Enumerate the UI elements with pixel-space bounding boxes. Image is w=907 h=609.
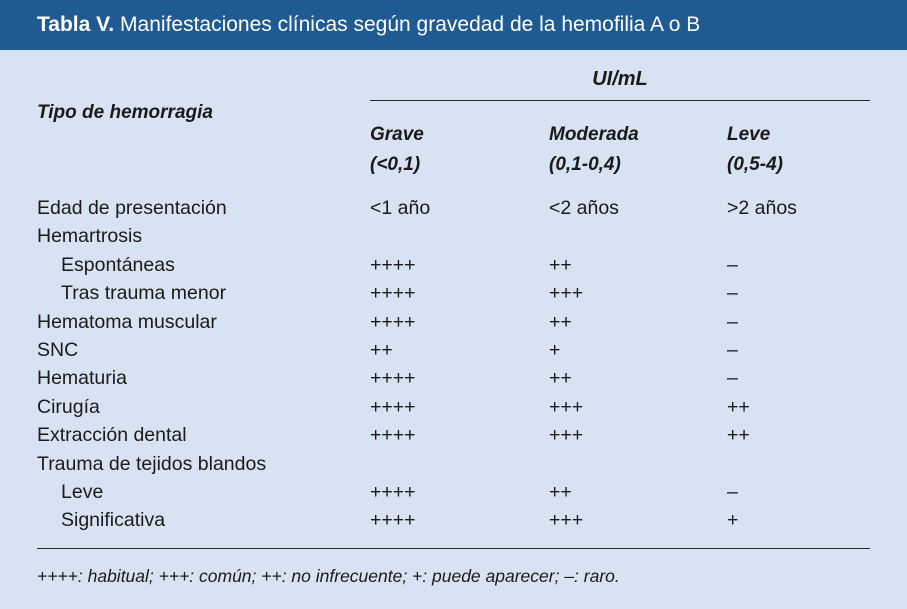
- cell-grave: ++: [370, 338, 393, 361]
- cell-grave: ++++: [370, 480, 416, 503]
- row-label: Cirugía: [37, 395, 100, 418]
- severity-range: (0,1-0,4): [549, 154, 621, 175]
- units-header: UI/mL: [592, 68, 648, 90]
- row-label: Espontáneas: [61, 253, 175, 276]
- row-label: SNC: [37, 338, 79, 361]
- severity-range: (<0,1): [370, 154, 421, 175]
- table-title: Manifestaciones clínicas según gravedad de la hemofilia A o B: [120, 13, 701, 36]
- cell-grave: ++++: [370, 395, 416, 418]
- cell-grave: ++++: [370, 310, 416, 333]
- table-body: [0, 197, 907, 538]
- cell-leve: –: [727, 282, 738, 305]
- table-row: [0, 254, 907, 282]
- severity-header-leve: [727, 120, 783, 180]
- cell-grave: ++++: [370, 424, 416, 447]
- row-label: Extracción dental: [37, 424, 187, 447]
- cell-grave: ++++: [370, 367, 416, 390]
- row-label: Trauma de tejidos blandos: [37, 452, 267, 475]
- cell-grave: ++++: [370, 282, 416, 305]
- severity-header-moderada: [549, 120, 639, 180]
- cell-leve: –: [727, 338, 738, 361]
- row-label: Edad de presentación: [37, 197, 227, 219]
- cell-moderada: ++: [549, 367, 572, 390]
- severity-header-grave: [370, 120, 424, 180]
- table-row: [0, 424, 907, 452]
- severity-range: (0,5-4): [727, 154, 783, 175]
- cell-leve: –: [727, 310, 738, 333]
- cell-moderada: +++: [549, 282, 584, 305]
- cell-grave: <1 año: [370, 197, 431, 219]
- row-label: Hematuria: [37, 367, 127, 390]
- cell-moderada: <2 años: [549, 197, 619, 219]
- cell-grave: ++++: [370, 253, 416, 276]
- cell-leve: ++: [727, 395, 750, 418]
- cell-moderada: +++: [549, 509, 584, 532]
- table-row: [0, 453, 907, 481]
- bottom-divider: [37, 548, 870, 549]
- severity-name: Moderada: [549, 124, 639, 145]
- units-divider: [370, 100, 870, 101]
- cell-leve: +: [727, 509, 739, 532]
- row-label: Significativa: [61, 509, 166, 532]
- row-label: Hematoma muscular: [37, 310, 217, 333]
- table-title-bar: [0, 0, 907, 50]
- table-row: [0, 197, 907, 225]
- cell-leve: >2 años: [727, 197, 797, 219]
- cell-moderada: +++: [549, 424, 584, 447]
- severity-name: Leve: [727, 124, 771, 145]
- table-row: [0, 225, 907, 253]
- cell-moderada: ++: [549, 480, 572, 503]
- cell-leve: –: [727, 367, 738, 390]
- table-row: [0, 311, 907, 339]
- severity-name: Grave: [370, 124, 424, 145]
- cell-moderada: ++: [549, 310, 572, 333]
- cell-leve: ++: [727, 424, 750, 447]
- table-footnote: ++++: habitual; +++: común; ++: no infrecuente; +: puede aparecer; –: raro.: [37, 566, 620, 586]
- table-row: [0, 282, 907, 310]
- cell-moderada: +: [549, 338, 561, 361]
- table-row: [0, 481, 907, 509]
- row-label: Leve: [61, 480, 104, 503]
- table-row: [0, 396, 907, 424]
- table-row: [0, 339, 907, 367]
- table-row: [0, 509, 907, 537]
- cell-leve: –: [727, 480, 738, 503]
- cell-moderada: +++: [549, 395, 584, 418]
- row-label: Tras trauma menor: [61, 282, 227, 305]
- cell-leve: –: [727, 253, 738, 276]
- row-header-label: Tipo de hemorragia: [37, 102, 213, 123]
- cell-grave: ++++: [370, 509, 416, 532]
- row-label: Hemartrosis: [37, 225, 143, 248]
- table-number: Tabla V.: [37, 13, 115, 36]
- cell-moderada: ++: [549, 253, 572, 276]
- table-row: [0, 367, 907, 395]
